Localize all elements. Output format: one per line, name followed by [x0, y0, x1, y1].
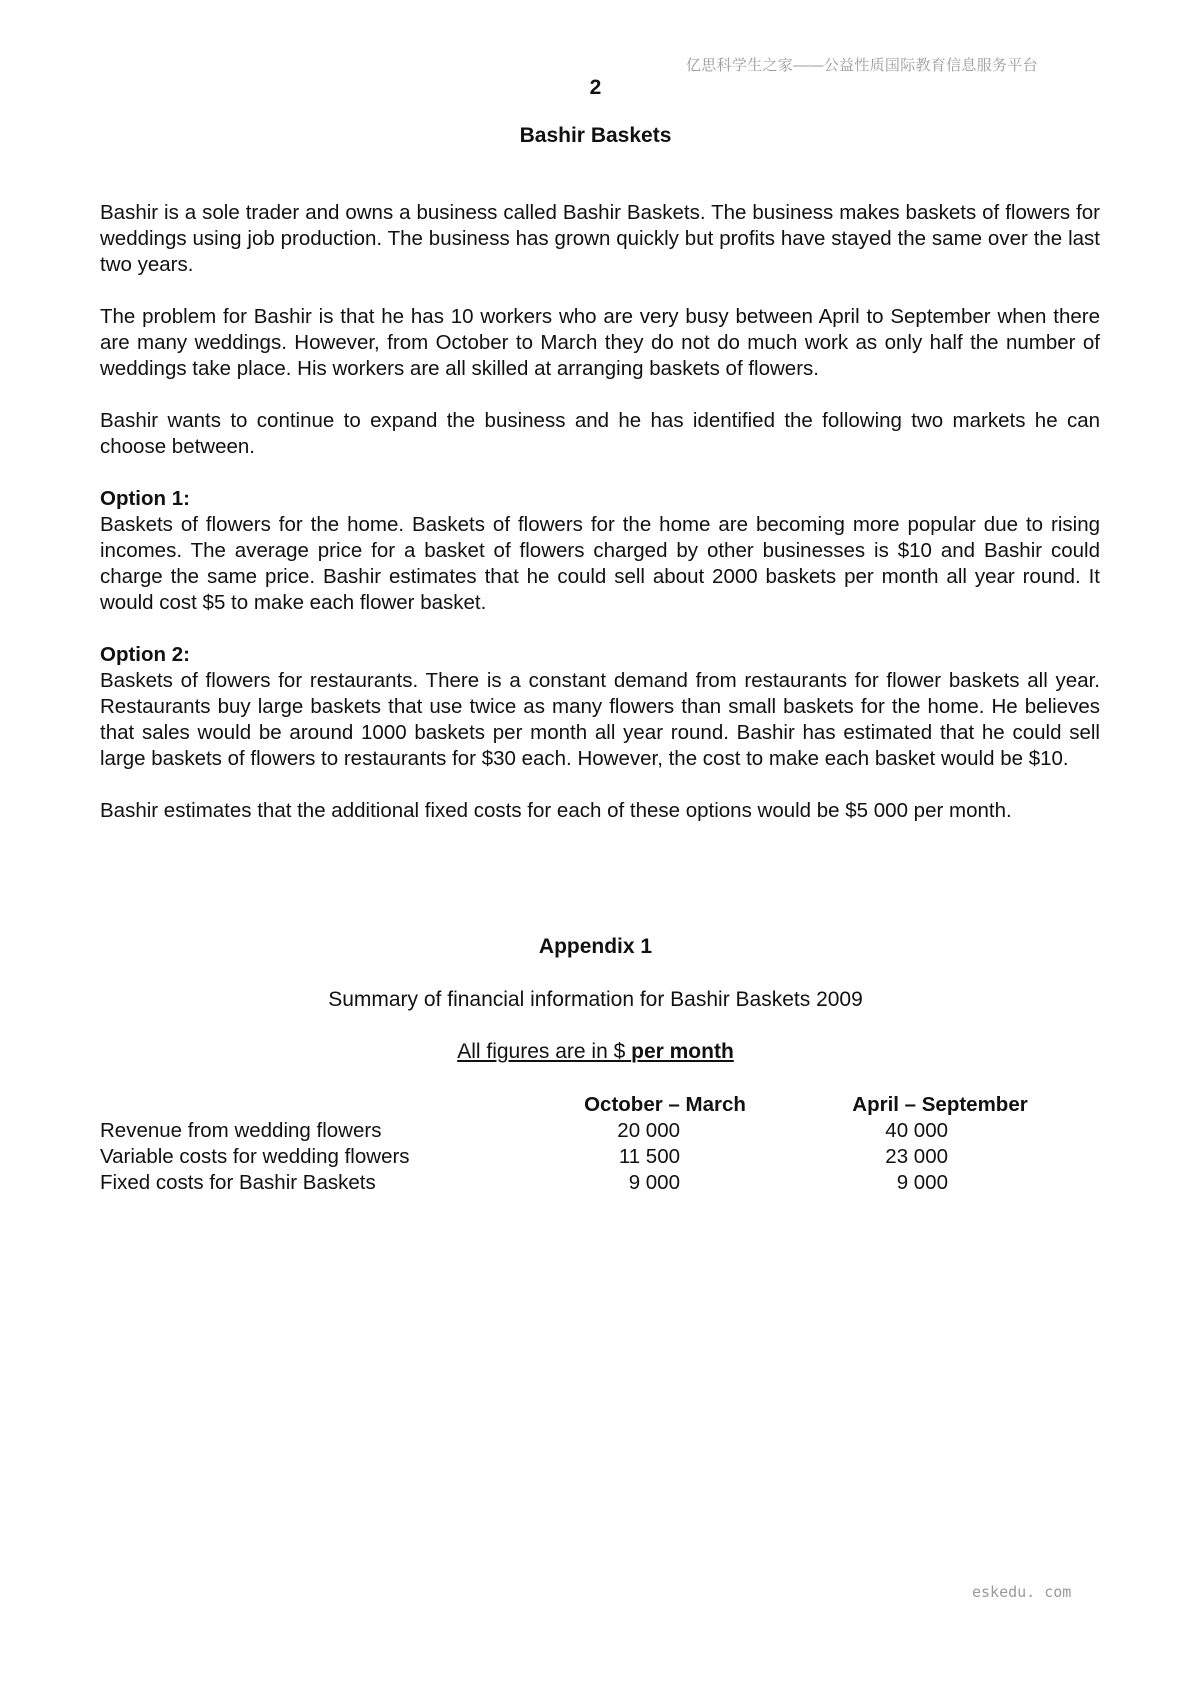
- document-title: Bashir Baskets: [519, 124, 672, 147]
- option-1-section: [100, 486, 1100, 616]
- appendix-title: Appendix 1: [538, 935, 653, 958]
- row-label: Variable costs for wedding flowers: [100, 1145, 410, 1168]
- value-oct-mar: 20 000: [617, 1119, 680, 1142]
- paragraph-fixed-costs: Bashir estimates that the additional fixed costs for each of these options would be $5 000 per month.: [100, 799, 1012, 822]
- case-study-body: [100, 200, 1100, 850]
- appendix-units-note: [0, 1040, 1191, 1064]
- financial-summary-table: [100, 1092, 1080, 1196]
- header-label: [100, 1092, 530, 1118]
- paragraph-problem: The problem for Bashir is that he has 10 workers who are very busy between April to September when there are many weddings. However, from October to March they do not do much work as only half the number of weddings take place. His workers are all skilled at arranging baskets of flowers.: [100, 305, 1100, 380]
- paragraph-intro: Bashir is a sole trader and owns a business called Bashir Baskets. The business makes baskets of flowers for weddings using job production. The business has grown quickly but profits have stayed the same over the last two years.: [100, 201, 1100, 276]
- table-row: [100, 1118, 1080, 1144]
- option-1-text: Baskets of flowers for the home. Baskets of flowers for the home are becoming more popular due to rising incomes. The average price for a basket of flowers charged by other businesses is $10 and Bashir could charge the same price. Bashir estimates that he could sell about 2000 baskets per month all year round. It would cost $5 to make each flower basket.: [100, 513, 1100, 614]
- page-number: 2: [589, 76, 602, 99]
- value-apr-sep: 23 000: [885, 1145, 948, 1168]
- header-oct-mar: October – March: [584, 1093, 746, 1116]
- watermark-bottom: eskedu. com: [972, 1583, 1072, 1601]
- paragraph-expansion: Bashir wants to continue to expand the business and he has identified the following two markets he can choose between.: [100, 409, 1100, 458]
- value-apr-sep: 9 000: [896, 1171, 948, 1194]
- value-apr-sep: 40 000: [885, 1119, 948, 1142]
- value-oct-mar: 9 000: [628, 1171, 680, 1194]
- units-prefix: All figures are in $: [457, 1040, 632, 1063]
- units-bold: per month: [631, 1040, 734, 1063]
- table-header-row: [100, 1092, 1080, 1118]
- table-row: [100, 1170, 1080, 1196]
- appendix-subtitle: Summary of financial information for Bashir Baskets 2009: [328, 988, 863, 1011]
- option-2-text: Baskets of flowers for restaurants. There is a constant demand from restaurants for flower baskets all year. Restaurants buy large baskets that use twice as many flowers than small baskets for the home. He believes that sales would be around 1000 baskets per month all year round. Bashir has estimated that he could sell large baskets of flowers to restaurants for $30 each. However, the cost to make each basket would be $10.: [100, 669, 1100, 770]
- value-oct-mar: 11 500: [618, 1145, 680, 1168]
- row-label: Revenue from wedding flowers: [100, 1119, 382, 1142]
- option-2-section: [100, 642, 1100, 772]
- option-2-heading: Option 2:: [100, 643, 190, 666]
- watermark-top: 亿思科学生之家——公益性质国际教育信息服务平台: [686, 57, 1038, 74]
- option-1-heading: Option 1:: [100, 487, 190, 510]
- header-apr-sep: April – September: [852, 1093, 1028, 1116]
- row-label: Fixed costs for Bashir Baskets: [100, 1171, 376, 1194]
- table-row: [100, 1144, 1080, 1170]
